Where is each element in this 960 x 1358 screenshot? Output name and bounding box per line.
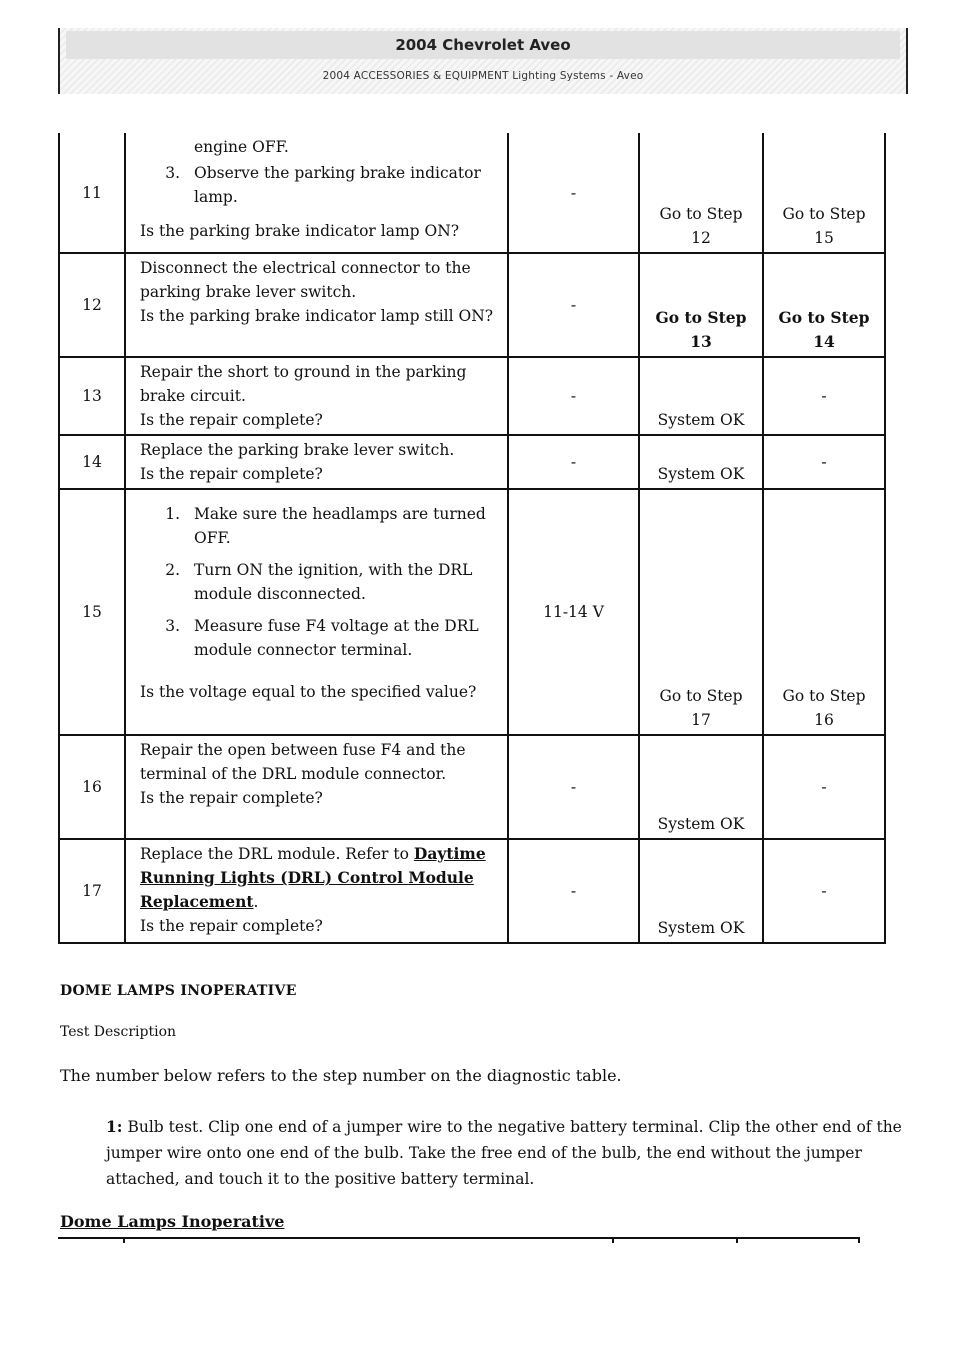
action-cell xyxy=(125,133,508,253)
list-item xyxy=(140,161,501,209)
section-title: DOME LAMPS INOPERATIVE xyxy=(60,983,297,999)
test-description-paragraph xyxy=(106,1114,906,1192)
list-text: Turn ON the ignition, with the DRL module disconnected. xyxy=(194,561,473,603)
step-number: 14 xyxy=(59,435,125,489)
action-prefix: Replace the DRL module. Refer to xyxy=(140,845,409,863)
action-text: Disconnect the electrical connector to the parking brake lever switch. xyxy=(140,259,471,301)
action-cell xyxy=(125,839,508,943)
step-number: 15 xyxy=(59,489,125,735)
table-row xyxy=(59,839,885,943)
yes-cell xyxy=(639,489,763,735)
yes-cell: System OK xyxy=(639,357,763,435)
question-text: Is the repair complete? xyxy=(140,465,323,483)
action-cell xyxy=(125,253,508,357)
paragraph-text: Bulb test. Clip one end of a jumper wire to the negative battery terminal. Clip the other end of the jumper wire onto one end of the bulb. Take the free end of the bulb, the end without the jumper attached, and touch it to the positive battery terminal. xyxy=(106,1118,902,1188)
question-text: Is the voltage equal to the specified value? xyxy=(140,683,477,701)
action-cell xyxy=(125,489,508,735)
value-cell: - xyxy=(508,253,639,357)
action-cell xyxy=(125,357,508,435)
table-row xyxy=(59,489,885,735)
no-cell xyxy=(763,489,885,735)
value-cell: - xyxy=(508,357,639,435)
yes-cell: System OK xyxy=(639,435,763,489)
table-row xyxy=(59,735,885,839)
list-item xyxy=(140,614,501,662)
yes-cell xyxy=(639,133,763,253)
list-item xyxy=(140,558,501,606)
step-number: 12 xyxy=(59,253,125,357)
document-title: 2004 Chevrolet Aveo xyxy=(66,31,900,59)
question-text: Is the repair complete? xyxy=(140,917,323,935)
value-cell: - xyxy=(508,435,639,489)
action-text: Replace the parking brake lever switch. xyxy=(140,441,455,459)
action-text: Repair the open between fuse F4 and the terminal of the DRL module connector. xyxy=(140,741,466,783)
paragraph-number: 1: xyxy=(106,1117,123,1136)
table-title: Dome Lamps Inoperative xyxy=(60,1212,285,1231)
table-top-border xyxy=(58,1237,860,1239)
diagnostic-table xyxy=(58,133,886,944)
step-number: 11 xyxy=(59,133,125,253)
list-item xyxy=(140,502,501,550)
yes-cell xyxy=(639,253,763,357)
no-cell: - xyxy=(763,435,885,489)
question-text: Is the parking brake indicator lamp still ON? xyxy=(140,307,494,325)
document-header xyxy=(58,28,908,94)
no-link[interactable]: Go to Step 14 xyxy=(778,308,870,351)
intro-text: The number below refers to the step number on the diagnostic table. xyxy=(60,1066,622,1085)
list-text: Make sure the headlamps are turned OFF. xyxy=(194,505,486,547)
no-link[interactable]: Go to Step 15 xyxy=(782,205,866,247)
no-cell: - xyxy=(763,735,885,839)
section-subtitle: Test Description xyxy=(60,1024,177,1040)
yes-link[interactable]: Go to Step 13 xyxy=(655,308,747,351)
no-cell xyxy=(763,253,885,357)
action-text: Repair the short to ground in the parking brake circuit. xyxy=(140,363,467,405)
action-text: engine OFF. xyxy=(194,138,289,156)
value-cell: - xyxy=(508,839,639,943)
table-column-divider xyxy=(736,1237,738,1243)
table-column-divider xyxy=(123,1237,125,1243)
no-cell: - xyxy=(763,357,885,435)
action-suffix: . xyxy=(253,893,259,911)
table-row xyxy=(59,253,885,357)
no-link[interactable]: Go to Step 16 xyxy=(782,687,866,729)
yes-link[interactable]: Go to Step 17 xyxy=(659,687,743,729)
value-cell: - xyxy=(508,133,639,253)
action-cell xyxy=(125,435,508,489)
procedure-link[interactable]: Daytime Running Lights (DRL) Control Module Replacement xyxy=(140,844,486,911)
question-text: Is the repair complete? xyxy=(140,411,323,429)
list-number: 2. xyxy=(165,561,180,579)
no-cell xyxy=(763,133,885,253)
action-cell xyxy=(125,735,508,839)
yes-link[interactable]: Go to Step 12 xyxy=(659,205,743,247)
list-number: 1. xyxy=(165,505,180,523)
list-text: Observe the parking brake indicator lamp. xyxy=(194,164,481,206)
action-text xyxy=(140,842,501,914)
question-text: Is the repair complete? xyxy=(140,789,323,807)
table-row xyxy=(59,133,885,253)
value-cell: - xyxy=(508,735,639,839)
step-number: 16 xyxy=(59,735,125,839)
step-number: 13 xyxy=(59,357,125,435)
list-number: 3. xyxy=(165,617,180,635)
table-row xyxy=(59,435,885,489)
yes-cell: System OK xyxy=(639,735,763,839)
list-number: 3. xyxy=(165,164,180,182)
yes-cell: System OK xyxy=(639,839,763,943)
value-cell: 11-14 V xyxy=(508,489,639,735)
step-number: 17 xyxy=(59,839,125,943)
table-row xyxy=(59,357,885,435)
document-subtitle: 2004 ACCESSORIES & EQUIPMENT Lighting Systems - Aveo xyxy=(322,70,644,82)
table-column-divider xyxy=(612,1237,614,1243)
table-column-divider xyxy=(858,1237,860,1243)
no-cell: - xyxy=(763,839,885,943)
question-text: Is the parking brake indicator lamp ON? xyxy=(140,222,460,240)
list-text: Measure fuse F4 voltage at the DRL module connector terminal. xyxy=(194,617,479,659)
